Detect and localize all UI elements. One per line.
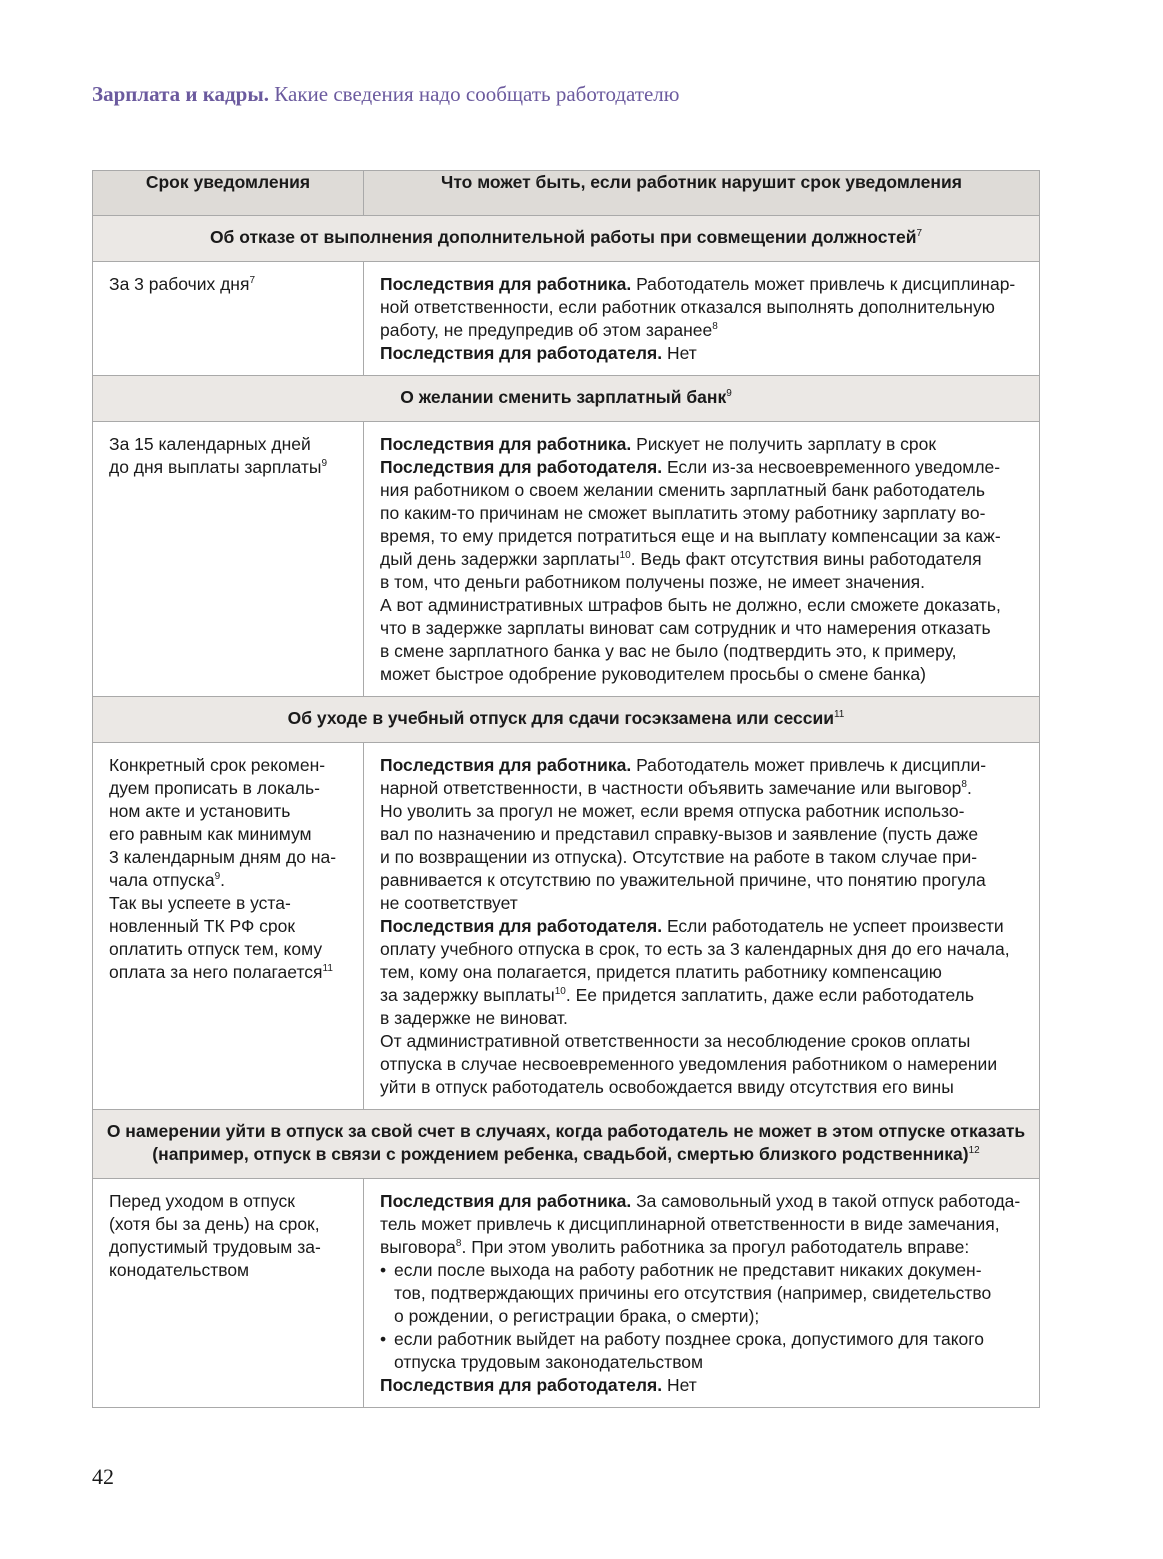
text-line xyxy=(380,1213,1025,1236)
consequences-cell xyxy=(364,743,1040,1110)
footnote-ref: 8 xyxy=(712,321,718,332)
line-text: до дня выплаты зарплаты xyxy=(109,457,322,477)
line-text: тель может привлечь к дисциплинарной ответственности в виде замечания, xyxy=(380,1214,1000,1234)
section-row xyxy=(93,1110,1040,1179)
line-text: новленный ТК РФ срок xyxy=(109,916,296,936)
line-text: 3 календарным дням до на- xyxy=(109,847,337,867)
text-line xyxy=(380,892,1025,915)
section-heading xyxy=(93,376,1040,422)
section-title: Об отказе от выполнения дополнительной работы при совмещении должностей xyxy=(209,227,917,247)
line-text: по каким-то причинам не сможет выплатить этому работнику зарплату во- xyxy=(380,503,986,523)
text-line xyxy=(380,1076,1025,1099)
consequences-cell xyxy=(364,422,1040,697)
text-line xyxy=(109,800,349,823)
notification-table xyxy=(92,170,1040,1408)
line-text: Нет xyxy=(662,343,697,363)
line-text: дый день задержки зарплаты xyxy=(380,549,620,569)
text-line xyxy=(380,1305,1025,1328)
page-number: 42 xyxy=(92,1464,114,1489)
column-header-deadline: Срок уведомления xyxy=(93,171,364,216)
footnote-ref: 9 xyxy=(214,871,221,882)
text-line xyxy=(380,1236,1025,1259)
consequence-label: Последствия для работника. xyxy=(380,1191,632,1211)
line-text: его равным как минимум xyxy=(109,824,312,844)
section-row xyxy=(93,697,1040,743)
line-text: чала отпуска xyxy=(109,870,215,890)
line-text: Если из-за несвоевременного уведомле- xyxy=(662,457,1001,477)
text-line xyxy=(380,1030,1025,1053)
line-text: вал по назначению и представил справку-вызов и заявление (пусть даже xyxy=(380,824,979,844)
text-line xyxy=(380,754,1025,777)
consequence-label: Последствия для работодателя. xyxy=(380,1375,663,1395)
text-line xyxy=(380,525,1025,548)
text-line xyxy=(380,548,1025,571)
text-line xyxy=(380,1053,1025,1076)
section-heading xyxy=(93,216,1040,262)
line-text: Рискует не получить зарплату в срок xyxy=(631,434,937,454)
running-head xyxy=(92,82,679,107)
text-line xyxy=(380,1351,1025,1374)
line-text: и по возвращении из отпуска). Отсутствие на работе в таком случае при- xyxy=(380,847,978,867)
text-line xyxy=(109,456,349,479)
text-line xyxy=(109,1259,349,1282)
text-line xyxy=(109,273,349,296)
consequence-label: Последствия для работника. xyxy=(380,434,632,454)
line-text: дуем прописать в локаль- xyxy=(109,778,320,798)
line-text: допустимый трудовым за- xyxy=(109,1237,321,1257)
line-text: Так вы успеете в уста- xyxy=(109,893,291,913)
text-line xyxy=(109,433,349,456)
table-header-row xyxy=(93,171,1040,216)
line-tail: . xyxy=(220,870,226,890)
bullet-item xyxy=(380,1259,1025,1282)
table-body xyxy=(93,216,1040,1408)
section-title: Об уходе в учебный отпуск для сдачи госэкзамена или сессии xyxy=(287,708,834,728)
section-title: О желании сменить зарплатный банк xyxy=(400,387,727,407)
section-row xyxy=(93,376,1040,422)
line-text: отпуска трудовым законодательством xyxy=(394,1352,704,1372)
line-text: равнивается к отсутствию по уважительной причине, что понятию прогула xyxy=(380,870,986,890)
consequences-cell xyxy=(364,1179,1040,1408)
line-text: не соответствует xyxy=(380,893,518,913)
line-text: Работодатель может привлечь к дисциплинар- xyxy=(631,274,1016,294)
text-line xyxy=(380,617,1025,640)
deadline-cell xyxy=(93,262,364,376)
line-text: Конкретный срок рекомен- xyxy=(109,755,326,775)
text-line xyxy=(380,273,1025,296)
line-text: ния работником о своем желании сменить зарплатный банк работодатель xyxy=(380,480,985,500)
line-text: тов, подтверждающих причины его отсутствия (например, свидетельство xyxy=(394,1283,992,1303)
text-line xyxy=(380,961,1025,984)
text-line xyxy=(109,938,349,961)
line-text: От административной ответственности за несоблюдение сроков оплаты xyxy=(380,1031,971,1051)
footnote-ref: 8 xyxy=(961,779,967,790)
text-line xyxy=(380,433,1025,456)
consequence-label: Последствия для работодателя. xyxy=(380,916,663,936)
text-line xyxy=(380,823,1025,846)
line-tail: . При этом уволить работника за прогул работодатель вправе: xyxy=(461,1237,970,1257)
line-text: (хотя бы за день) на срок, xyxy=(109,1214,320,1234)
line-text: может быстрое одобрение руководителем просьбы о смене банка) xyxy=(380,664,926,684)
footnote-ref: 9 xyxy=(726,388,732,399)
text-line xyxy=(109,823,349,846)
deadline-cell xyxy=(93,422,364,697)
section-title-cont: (например, отпуск в связи с рождением ребенка, свадьбой, смертью близкого родственника) xyxy=(152,1144,969,1164)
line-text: выговора xyxy=(380,1237,456,1257)
consequence-label: Последствия для работодателя. xyxy=(380,343,663,363)
table-row xyxy=(93,262,1040,376)
line-tail: . xyxy=(966,778,972,798)
consequences-cell xyxy=(364,262,1040,376)
running-head-section: Зарплата и кадры. xyxy=(92,82,270,106)
column-header-consequences: Что может быть, если работник нарушит срок уведомления xyxy=(364,171,1040,216)
footnote-ref: 10 xyxy=(554,986,566,997)
line-text: отпуска в случае несвоевременного уведомления работником о намерении xyxy=(380,1054,998,1074)
line-text: Перед уходом в отпуск xyxy=(109,1191,295,1211)
consequence-label: Последствия для работодателя. xyxy=(380,457,663,477)
text-line xyxy=(109,1190,349,1213)
section-title-line2 xyxy=(103,1143,1029,1166)
line-text: за задержку выплаты xyxy=(380,985,555,1005)
deadline-cell xyxy=(93,1179,364,1408)
line-text: За самовольный уход в такой отпуск работода- xyxy=(631,1191,1021,1211)
text-line xyxy=(109,915,349,938)
text-line xyxy=(109,1236,349,1259)
text-line xyxy=(380,456,1025,479)
text-line xyxy=(380,1374,1025,1397)
bullet-item xyxy=(380,1328,1025,1351)
table-row xyxy=(93,1179,1040,1408)
text-line xyxy=(380,846,1025,869)
text-line xyxy=(380,915,1025,938)
text-line xyxy=(380,479,1025,502)
line-text: в задержке не виноват. xyxy=(380,1008,568,1028)
text-line xyxy=(380,296,1025,319)
text-line xyxy=(380,342,1025,365)
line-text: в том, что деньги работником получены позже, не имеет значения. xyxy=(380,572,925,592)
text-line xyxy=(380,502,1025,525)
table-row xyxy=(93,743,1040,1110)
text-line xyxy=(109,961,349,984)
line-text: работу, не предупредив об этом заранее xyxy=(380,320,713,340)
footnote-ref: 7 xyxy=(249,275,256,286)
section-title: О намерении уйти в отпуск за свой счет в случаях, когда работодатель не может в этом отпуске отказать xyxy=(106,1121,1026,1141)
footnote-ref: 10 xyxy=(619,550,631,561)
text-line xyxy=(380,1007,1025,1030)
line-text: если работник выйдет на работу позднее срока, допустимого для такого xyxy=(394,1329,985,1349)
consequence-label: Последствия для работника. xyxy=(380,755,632,775)
text-line xyxy=(380,938,1025,961)
text-line xyxy=(380,319,1025,342)
footnote-ref: 9 xyxy=(321,458,328,469)
text-line xyxy=(109,777,349,800)
text-line xyxy=(380,800,1025,823)
line-text: нарной ответственности, в частности объявить замечание или выговор xyxy=(380,778,962,798)
line-text: ном акте и установить xyxy=(109,801,291,821)
line-text: Если работодатель не успеет произвести xyxy=(662,916,1004,936)
text-line xyxy=(380,594,1025,617)
text-line xyxy=(109,892,349,915)
line-text: Но уволить за прогул не может, если время отпуска работник использо- xyxy=(380,801,965,821)
footnote-ref: 12 xyxy=(968,1145,980,1156)
line-text: А вот административных штрафов быть не должно, если сможете доказать, xyxy=(380,595,1001,615)
text-line xyxy=(380,663,1025,686)
line-text: в смене зарплатного банка у вас не было (подтвердить это, к примеру, xyxy=(380,641,957,661)
text-line xyxy=(380,984,1025,1007)
line-text: время, то ему придется потратиться еще и на выплату компенсации за каж- xyxy=(380,526,1001,546)
line-tail: . Ведь факт отсутствия вины работодателя xyxy=(630,549,982,569)
text-line xyxy=(380,1190,1025,1213)
line-text: За 15 календарных дней xyxy=(109,434,311,454)
line-text: о рождении, о регистрации брака, о смерти); xyxy=(394,1306,760,1326)
text-line xyxy=(380,869,1025,892)
line-text: оплату учебного отпуска в срок, то есть за 3 календарных дня до его начала, xyxy=(380,939,1010,959)
line-text: Нет xyxy=(662,1375,697,1395)
footnote-ref: 8 xyxy=(455,1238,462,1249)
line-text: оплата за него полагается xyxy=(109,962,323,982)
line-tail: . Ее придется заплатить, даже если работодатель xyxy=(565,985,974,1005)
text-line xyxy=(109,1213,349,1236)
deadline-cell xyxy=(93,743,364,1110)
running-head-title: Какие сведения надо сообщать работодателю xyxy=(274,82,680,106)
section-row xyxy=(93,216,1040,262)
footnote-ref: 7 xyxy=(916,228,923,239)
text-line xyxy=(380,777,1025,800)
line-text: Работодатель может привлечь к дисципли- xyxy=(631,755,987,775)
line-text: что в задержке зарплаты виноват сам сотрудник и что намерения отказать xyxy=(380,618,991,638)
line-text: тем, кому она полагается, придется платить работнику компенсацию xyxy=(380,962,942,982)
line-text: ной ответственности, если работник отказался выполнять дополнительную xyxy=(380,297,995,317)
section-heading xyxy=(93,1110,1040,1179)
line-text: За 3 рабочих дня xyxy=(109,274,250,294)
section-heading xyxy=(93,697,1040,743)
line-text: конодательством xyxy=(109,1260,250,1280)
text-line xyxy=(109,869,349,892)
line-text: уйти в отпуск работодатель освобождается ввиду отсутствия его вины xyxy=(380,1077,954,1097)
text-line xyxy=(109,754,349,777)
text-line xyxy=(109,846,349,869)
text-line xyxy=(380,571,1025,594)
table-row xyxy=(93,422,1040,697)
line-text: оплатить отпуск тем, кому xyxy=(109,939,323,959)
text-line xyxy=(380,1282,1025,1305)
footnote-ref: 11 xyxy=(833,709,845,720)
consequence-label: Последствия для работника. xyxy=(380,274,632,294)
footnote-ref: 11 xyxy=(322,963,333,974)
text-line xyxy=(380,640,1025,663)
line-text: если после выхода на работу работник не представит никаких докумен- xyxy=(394,1260,982,1280)
